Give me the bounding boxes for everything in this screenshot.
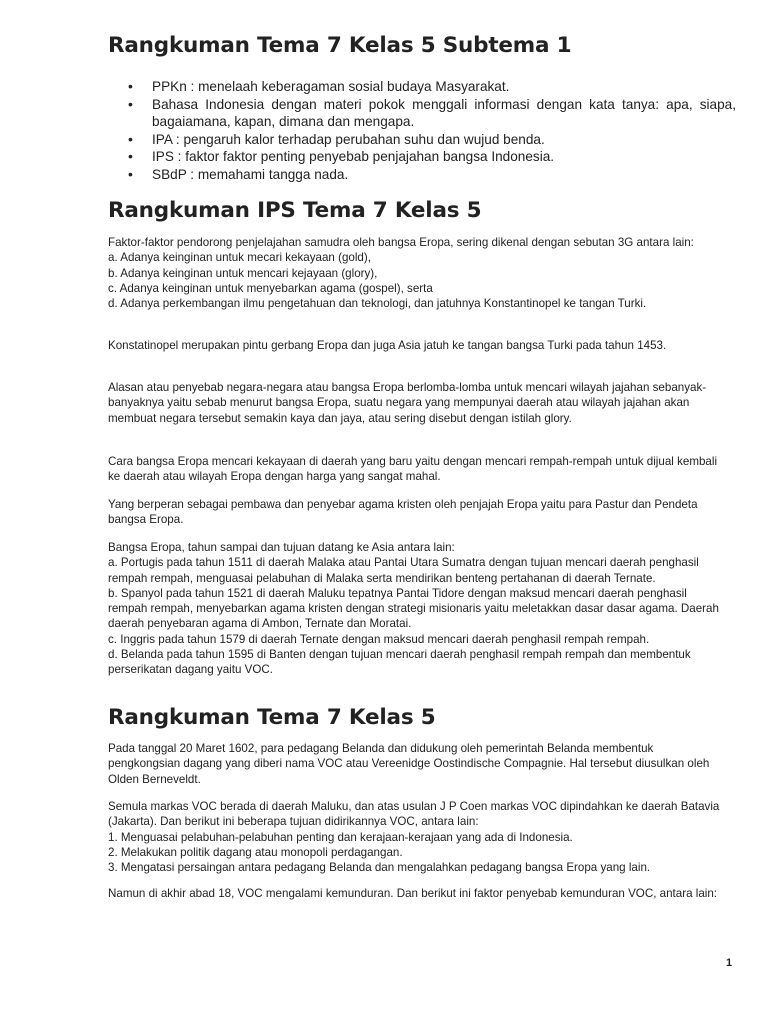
text-line: a. Adanya keinginan untuk mecari kekayaan (gold), <box>108 251 371 265</box>
section-title-ips: Rangkuman IPS Tema 7 Kelas 5 <box>108 198 482 223</box>
page-number: 1 <box>726 957 733 969</box>
paragraph-konstantinopel <box>108 338 726 353</box>
text-line: 3. Mengatasi persaingan antara pedagang Belanda dan mengalahkan pedagang bangsa Eropa yang lain. <box>108 861 651 875</box>
text-line: 2. Melakukan politik dagang atau monopoli perdagangan. <box>108 845 403 859</box>
bullet-item: • Bahasa Indonesia dengan materi pokok menggali informasi dengan kata tanya: apa, siapa, bagaiamana, kapan, dimana dan mengapa. <box>108 96 736 131</box>
text-line: b. Spanyol pada tahun 1521 di daerah Maluku tepatnya Pantai Tidore dengan maksud mencari daerah penghasil rempah rempah, menyebarkan agama kristen dengan strategi misionaris yaitu meletakkan dasar dasar agama. Daerah daerah penyebaran agama di Ambon, Ternate dan Moratai. <box>108 586 719 631</box>
bullet-item: • IPS : faktor faktor penting penyebab penjajahan bangsa Indonesia. <box>108 148 736 166</box>
paragraph-cara <box>108 454 726 485</box>
bullet-item: • IPA : pengaruh kalor terhadap perubahan suhu dan wujud benda. <box>108 131 736 149</box>
text-line: Faktor-faktor pendorong penjelajahan samudra oleh bangsa Eropa, sering dikenal dengan sebutan 3G antara lain: <box>108 236 694 249</box>
text-line: Pada tanggal 20 Maret 1602, para pedagang Belanda dan didukung oleh pemerintah Belanda membentuk pengkongsian dagang yang diberi nama VOC atau Vereenidge Oostindische Compagnie. Hal tersebut diusulkan oleh Olden Berneveldt. <box>108 742 710 786</box>
paragraph-kemunduran-voc <box>108 886 726 901</box>
text-line: Semula markas VOC berada di daerah Maluku, dan atas usulan J P Coen markas VOC dipindahkan ke daerah Batavia (Jakarta). Dan berikut ini beberapa tujuan didirikannya VOC, antara lain: <box>108 800 720 829</box>
subject-bullet-list <box>108 78 736 183</box>
text-line: d. Belanda pada tahun 1595 di Banten dengan tujuan mencari daerah penghasil rempah rempah dan membentuk perserikatan dagang yaitu VOC. <box>108 648 691 677</box>
paragraph-alasan <box>108 380 726 426</box>
bullet-item: • PPKn : menelaah keberagaman sosial budaya Masyarakat. <box>108 78 736 96</box>
text-line: b. Adanya keinginan untuk mencari kejayaan (glory), <box>108 266 378 280</box>
text-line: c. Adanya keinginan untuk menyebarkan agama (gospel), serta <box>108 281 433 295</box>
paragraph-markas-voc <box>108 799 726 875</box>
text-line: Bangsa Eropa, tahun sampai dan tujuan datang ke Asia antara lain: <box>108 541 455 554</box>
text-line: Konstatinopel merupakan pintu gerbang Eropa dan juga Asia jatuh ke tangan bangsa Turki pada tahun 1453. <box>108 339 667 352</box>
text-line: Alasan atau penyebab negara-negara atau bangsa Eropa berlomba-lomba untuk mencari wilayah jajahan sebanyak-banyaknya yaitu sebab menurut bangsa Eropa, suatu negara yang mempunyai daerah atau wilayah jajahan akan membuat negara tersebut semakin kaya dan jaya, atau sering disebut dengan istilah glory. <box>108 381 707 425</box>
text-line: 1. Menguasai pelabuhan-pelabuhan penting dan kerajaan-kerajaan yang ada di Indonesia. <box>108 830 573 844</box>
section-title-subtema: Rangkuman Tema 7 Kelas 5 Subtema 1 <box>108 33 572 58</box>
paragraph-3g <box>108 235 726 311</box>
paragraph-pembawa-agama <box>108 497 726 528</box>
text-line: c. Inggris pada tahun 1579 di daerah Ternate dengan maksud mencari daerah penghasil rempah rempah. <box>108 632 650 646</box>
text-line: a. Portugis pada tahun 1511 di daerah Malaka atau Pantai Utara Sumatra dengan tujuan mencari daerah penghasil rempah rempah, menguasai pelabuhan di Malaka serta mendirikan benteng pertahanan di daerah Ternate. <box>108 556 699 585</box>
text-line: d. Adanya perkembangan ilmu pengetahuan dan teknologi, dan jatuhnya Konstantinopel ke tangan Turki. <box>108 297 647 311</box>
text-line: Namun di akhir abad 18, VOC mengalami kemunduran. Dan berikut ini faktor penyebab kemunduran VOC, antara lain: <box>108 887 718 900</box>
bullet-item: • SBdP : memahami tangga nada. <box>108 166 736 184</box>
section-title-tema7: Rangkuman Tema 7 Kelas 5 <box>108 705 436 730</box>
text-line: Cara bangsa Eropa mencari kekayaan di daerah yang baru yaitu dengan mencari rempah-rempah untuk dijual kembali ke daerah atau wilayah Eropa dengan harga yang sangat mahal. <box>108 455 718 484</box>
text-line: Yang berperan sebagai pembawa dan penyebar agama kristen oleh penjajah Eropa yaitu para Pastur dan Pendeta bangsa Eropa. <box>108 498 698 527</box>
paragraph-bangsa-eropa <box>108 540 726 678</box>
paragraph-voc-dibentuk <box>108 741 726 787</box>
